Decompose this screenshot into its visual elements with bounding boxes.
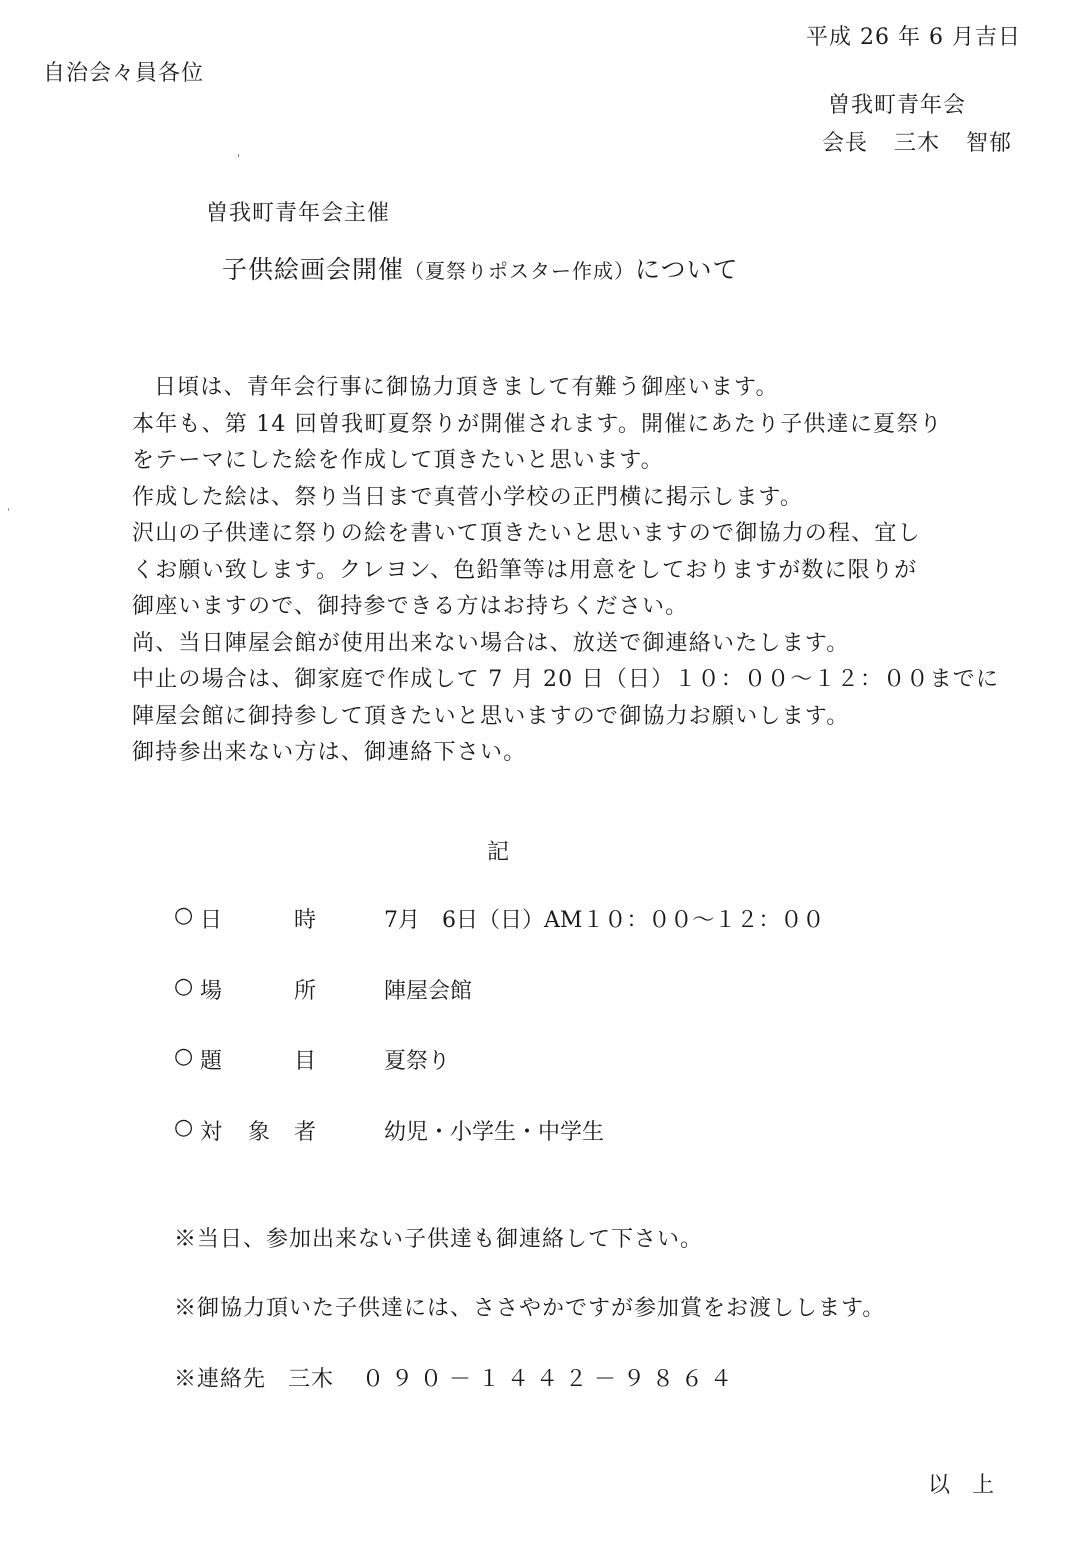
title-parenthetical: （夏祭りポスター作成）	[404, 259, 636, 283]
contact-phone: ０９０－１４４２－９８６４	[362, 1367, 740, 1392]
body-line: 御持参出来ない方は、御連絡下さい。	[132, 740, 527, 765]
body-line: 中止の場合は、御家庭で作成して 7 月 20 日（日）１０：００～１２：００までに	[132, 667, 1000, 692]
body-line: 陣屋会館に御持参して頂きたいと思いますので御協力お願いします。	[132, 703, 850, 729]
detail-label-part: 象	[248, 1120, 271, 1145]
circle-bullet: ○	[174, 903, 194, 928]
document-date: 平成 26 年 6 月吉日	[806, 25, 1021, 50]
note-contact	[174, 1362, 739, 1393]
detail-label-part: 目	[294, 1049, 317, 1074]
contact-label: ※連絡先	[174, 1367, 267, 1392]
addressee: 自治会々員各位	[43, 61, 205, 86]
detail-value-place: 陣屋会館	[384, 979, 473, 1004]
closing-char: 以	[928, 1473, 951, 1498]
note-prize: ※御協力頂いた子供達には、ささやかですが参加賞をお渡しします。	[174, 1296, 886, 1321]
contact-name: 三木	[288, 1367, 335, 1392]
body-paragraph	[132, 370, 1012, 772]
sender-organization: 曽我町青年会	[828, 93, 967, 118]
body-line: 御座いますので、御持参できる方はお持ちください。	[132, 594, 689, 619]
detail-value-datetime: 7月 6日（日）AM１０：００～１２：００	[384, 908, 825, 933]
detail-label-part: 場	[200, 979, 223, 1004]
detail-label-part: 時	[294, 908, 317, 933]
president-family-name: 三木	[894, 131, 941, 156]
president-title: 会長	[822, 131, 869, 156]
scan-speck	[8, 508, 9, 511]
detail-label-part: 日	[200, 908, 223, 933]
body-line: 尚、当日陣屋会館が使用出来ない場合は、放送で御連絡いたします。	[132, 630, 850, 656]
sponsor-line: 曽我町青年会主催	[206, 201, 391, 226]
detail-label-part: 者	[294, 1120, 317, 1145]
body-line: 作成した絵は、祭り当日まで真菅小学校の正門横に掲示します。	[132, 484, 804, 510]
closing-char: 上	[972, 1473, 995, 1498]
detail-label-part: 対	[200, 1120, 223, 1145]
body-line: くお願い致します。クレヨン、色鉛筆等は用意をしておりますが数に限りが	[132, 557, 918, 583]
circle-bullet: ○	[174, 1044, 194, 1069]
detail-label-part: 題	[200, 1049, 223, 1074]
document-title	[222, 250, 739, 286]
body-line: 本年も、第 14 回曽我町夏祭りが開催されます。開催にあたり子供達に夏祭り	[132, 411, 943, 437]
sender-president	[822, 126, 1012, 157]
detail-label-part: 所	[294, 979, 317, 1004]
detail-value-theme: 夏祭り	[384, 1049, 451, 1074]
circle-bullet: ○	[174, 1115, 194, 1140]
body-line: 沢山の子供達に祭りの絵を書いて頂きたいと思いますので御協力の程、宜し	[132, 521, 921, 546]
body-line: 日頃は、青年会行事に御協力頂きまして有難う御座います。	[154, 375, 779, 400]
body-line: をテーマにした絵を作成して頂きたいと思います。	[132, 448, 664, 473]
circle-bullet: ○	[174, 974, 194, 999]
ki-heading: 記	[487, 840, 510, 865]
detail-value-target: 幼児・小学生・中学生	[384, 1120, 605, 1145]
closing-word	[928, 1468, 994, 1499]
president-given-name: 智郁	[966, 131, 1013, 156]
title-tail: について	[635, 255, 739, 284]
scan-speck	[238, 154, 239, 157]
note-absence: ※当日、参加出来ない子供達も御連絡して下さい。	[174, 1227, 704, 1252]
title-main: 子供絵画会開催	[222, 255, 405, 284]
